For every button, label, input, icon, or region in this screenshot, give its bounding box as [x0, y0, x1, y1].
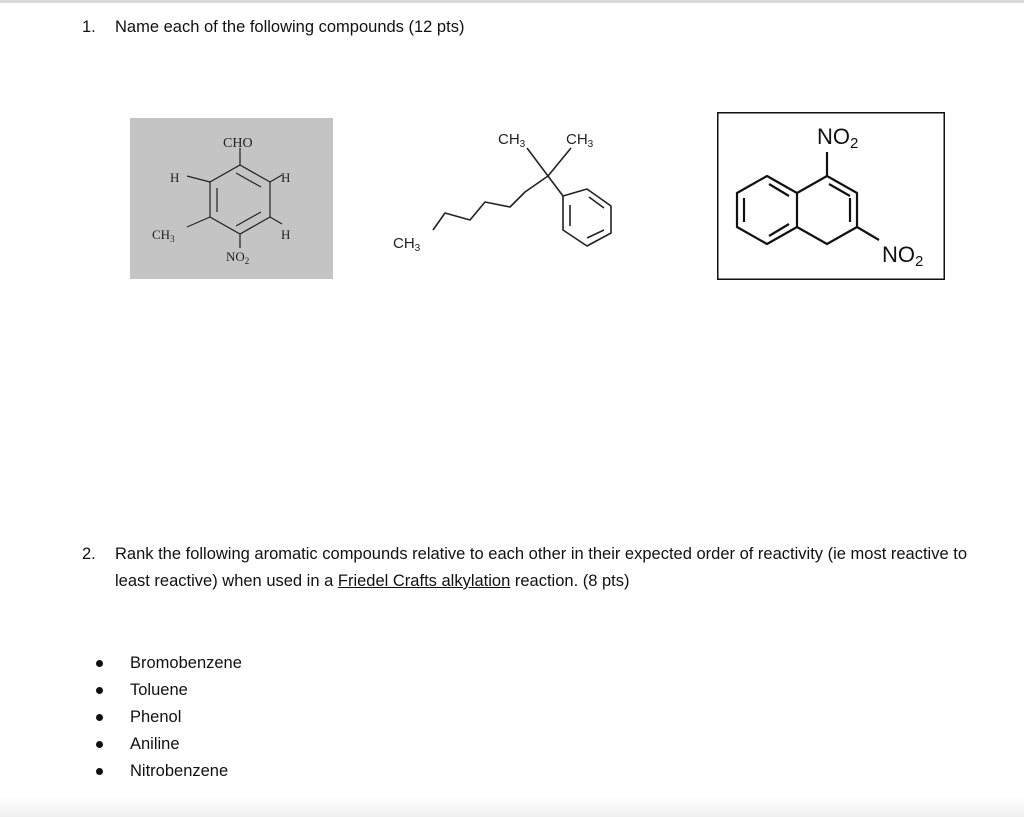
bullet-icon — [96, 687, 103, 694]
compound-a-upper-left-label: H — [170, 170, 180, 185]
compound-b-ch3-top-left: $CH_3$ — [498, 131, 526, 150]
list-item-label: Aniline — [130, 735, 180, 753]
compound-b-ch3-chain-end: $CH_3$ — [393, 235, 421, 254]
compound-b-ch3-top-right: $CH_3$ — [566, 131, 594, 150]
question-2-number: 2. — [82, 545, 96, 563]
list-item-label: Bromobenzene — [130, 654, 242, 672]
compound-a-top-label: CHO — [223, 136, 253, 151]
friedel-crafts-link: Friedel Crafts alkylation — [337, 572, 511, 590]
compound-b-structure — [385, 120, 645, 265]
question-2-text — [115, 541, 985, 595]
bullet-icon — [96, 768, 103, 775]
page-top-border — [0, 0, 1024, 3]
bullet-icon — [96, 660, 103, 667]
compound-c-no2-right: NO2 — [882, 242, 924, 270]
page-bottom-edge — [0, 797, 1024, 817]
bullet-icon — [96, 714, 103, 721]
list-item-label: Nitrobenzene — [130, 762, 229, 780]
list-item-label: Toluene — [130, 681, 188, 699]
compound-c-no2-top: NO2 — [817, 124, 859, 152]
list-item-label: Phenol — [130, 708, 182, 726]
bullet-icon — [96, 741, 103, 748]
compound-a-structure — [130, 118, 333, 279]
compound-a-bottom-label: $NO_2$ — [226, 249, 250, 266]
compound-a-lower-right-label: H — [281, 227, 291, 242]
compound-a-lower-left-label: $CH_3$ — [152, 227, 175, 244]
compound-a-upper-right-label: H — [281, 170, 291, 185]
question-1-text: Name each of the following compounds (12 pts) — [115, 18, 465, 36]
question-1-number: 1. — [82, 18, 96, 36]
question-2-text-before: Rank the following aromatic compounds relative to each other in their expected order of reactivity (ie most reactive to least reactive) when used in a — [115, 545, 967, 590]
compound-c-structure — [717, 112, 945, 280]
question-2-text-after: reaction. (8 pts) — [510, 572, 630, 590]
